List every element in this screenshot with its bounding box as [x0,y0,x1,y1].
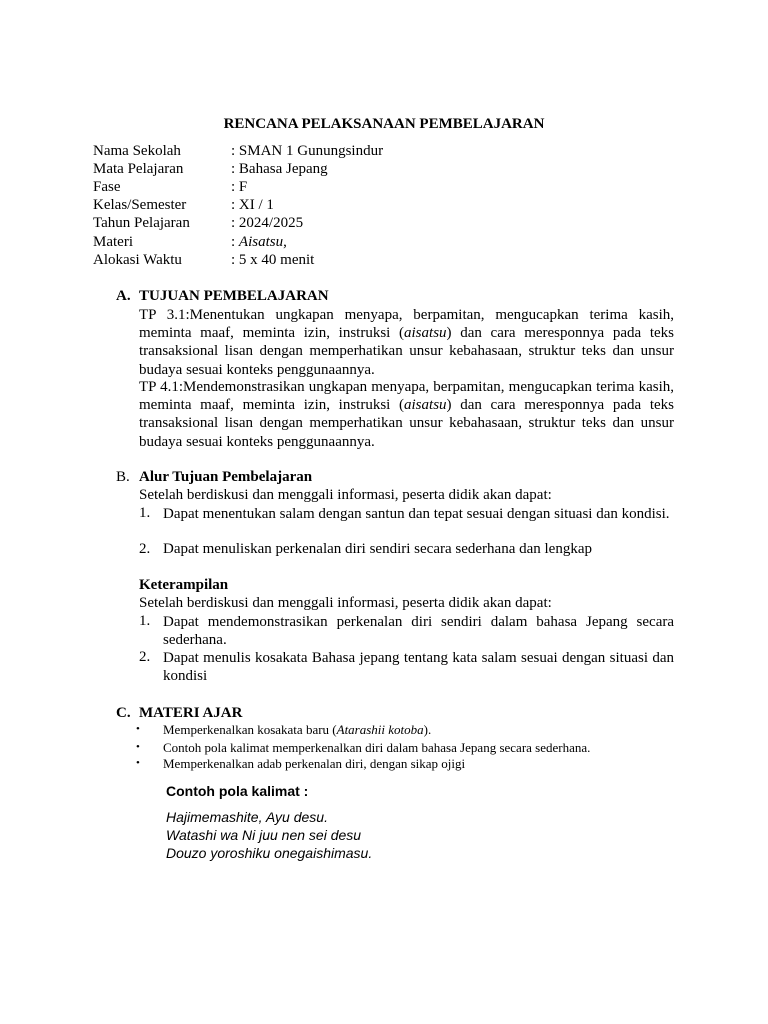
objective-tp41 [139,378,674,451]
example-line: Douzo yoroshiku onegaishimasu. [166,845,373,861]
info-value-material [231,233,287,251]
example-heading: Contoh pola kalimat : [166,783,309,799]
info-label-duration: Alokasi Waktu [93,252,182,268]
bullet-item [163,722,431,738]
list-item: Dapat menulis kosakata Bahasa jepang tentang kata salam sesuai dengan situasi dan kondisi [163,650,674,685]
bullet-italic: Atarashii kotoba [336,722,424,737]
example-line: Watashi wa Ni juu nen sei desu [166,827,362,843]
section-a-heading: TUJUAN PEMBELAJARAN [139,288,329,304]
tp31-text-2: ) dan cara meresponnya pada teks transaksional lisan dengan memperhatikan unsur kebahasaan, struktur teks dan unsur budaya sesuai konteks penggunaannya. [139,325,675,378]
skills-heading: Keterampilan [139,577,229,593]
info-value-material-italic: Aisatsu [238,234,284,250]
list-number: 1. [139,613,151,629]
list-item: Dapat menuliskan perkenalan diri sendiri secara sederhana dan lengkap [163,541,592,557]
info-label-school: Nama Sekolah [93,143,181,159]
tp41-text-2: ) dan cara meresponnya pada teks transaksional lisan dengan memperhatikan unsur kebahasaan, struktur teks dan unsur budaya sesuai konteks penggunaannya. [139,397,675,450]
bullet-suffix: ). [423,722,432,737]
list-item: Dapat menentukan salam dengan santun dan tepat sesuai dengan situasi dan kondisi. [163,506,670,522]
example-line: Hajimemashite, Ayu desu. [166,809,328,825]
section-b-heading: Alur Tujuan Pembelajaran [139,469,313,485]
objective-tp31 [139,306,674,379]
info-value-school: : SMAN 1 Gunungsindur [231,143,384,159]
info-value-year: : 2024/2025 [231,215,304,231]
tp41-italic: aisatsu [404,397,447,414]
info-label-class: Kelas/Semester [93,197,187,213]
bullet-text: Memperkenalkan kosakata baru ( [163,722,337,737]
bullet-item: Memperkenalkan adab perkenalan diri, dengan sikap ojigi [163,756,466,771]
section-c-heading: MATERI AJAR [139,705,243,721]
info-value-material-suffix: , [283,234,287,250]
info-value-duration: : 5 x 40 menit [231,252,315,268]
list-number: 2. [139,541,151,557]
bullet-item: Contoh pola kalimat memperkenalkan diri dalam bahasa Jepang secara sederhana. [163,740,591,755]
bullet-icon: • [136,741,140,753]
list-number: 1. [139,505,151,521]
section-c-letter: C. [116,705,131,721]
section-a-letter: A. [116,288,131,304]
info-value-subject: : Bahasa Jepang [231,161,328,177]
tp41-text-1: TP 4.1:Mendemonstrasikan ungkapan menyapa, berpamitan, mengucapkan terima kasih, meminta maaf, meminta izin, instruksi ( [139,379,674,414]
bullet-icon: • [136,757,140,769]
info-value-class: : XI / 1 [231,197,274,213]
section-b-intro: Setelah berdiskusi dan menggali informasi, peserta didik akan dapat: [139,487,552,503]
list-number: 2. [139,649,151,665]
skills-intro: Setelah berdiskusi dan menggali informasi, peserta didik akan dapat: [139,595,552,611]
section-b-letter: B. [116,469,130,485]
document-title: RENCANA PELAKSANAAN PEMBELAJARAN [223,116,545,132]
list-item: Dapat mendemonstrasikan perkenalan diri sendiri dalam bahasa Jepang secara sederhana. [163,614,674,649]
info-label-subject: Mata Pelajaran [93,161,184,177]
bullet-icon: • [136,723,140,735]
info-label-material: Materi [93,234,133,250]
info-label-year: Tahun Pelajaran [93,215,190,231]
info-value-material-prefix: : [231,234,239,250]
tp31-italic: aisatsu [404,325,447,342]
info-value-phase: : F [231,179,248,195]
tp31-text-1: TP 3.1:Menentukan ungkapan menyapa, berpamitan, mengucapkan terima kasih, meminta maaf, meminta izin, instruksi ( [139,307,674,342]
info-label-phase: Fase [93,179,121,195]
